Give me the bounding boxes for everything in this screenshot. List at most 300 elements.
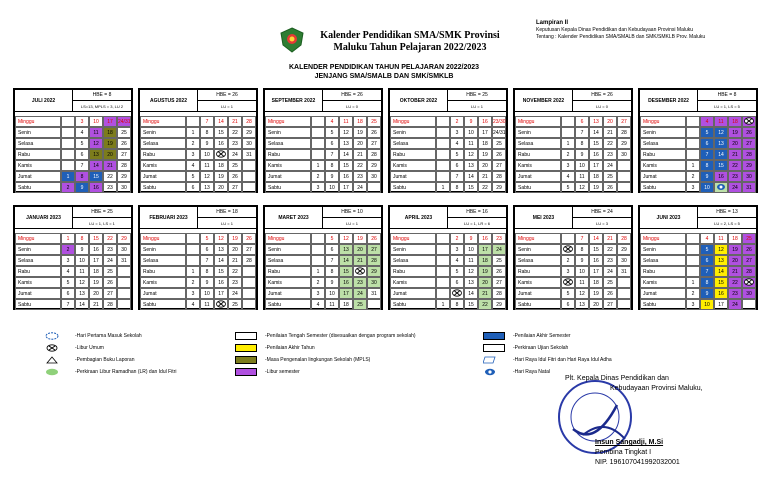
day-cell: 13	[464, 277, 478, 288]
day-cell: 25	[228, 160, 242, 171]
day-cell: 25	[603, 171, 617, 182]
day-cell: 5	[186, 171, 200, 182]
day-cell: 22	[103, 233, 117, 244]
day-cell: 22	[103, 171, 117, 182]
day-cell: 28	[367, 149, 381, 160]
day-cell: 10	[575, 160, 589, 171]
day-cell	[686, 255, 700, 266]
day-name: Jumat	[515, 288, 561, 299]
legend-dash: -	[265, 333, 267, 339]
day-cell: 3	[561, 160, 575, 171]
day-cell: 23	[603, 149, 617, 160]
day-cell: 8	[700, 160, 714, 171]
day-cell: 19	[478, 266, 492, 277]
holiday-icon	[355, 267, 365, 275]
month-header	[640, 90, 756, 112]
day-cell: 8	[700, 277, 714, 288]
day-cell	[436, 266, 450, 277]
day-cell: 7	[200, 116, 214, 127]
day-cell: 30	[742, 171, 756, 182]
legend-swatch	[235, 344, 257, 352]
hbe-count: HBE = 24	[573, 207, 631, 218]
hbe-count: HBE = 25	[448, 90, 506, 101]
day-cell: 19	[478, 149, 492, 160]
month-calendar	[13, 88, 133, 193]
day-name: Sabtu	[140, 182, 186, 193]
day-cell: 2	[561, 255, 575, 266]
day-cell: 9	[464, 116, 478, 127]
day-cell	[311, 244, 325, 255]
day-cell	[436, 127, 450, 138]
day-cell: 15	[89, 171, 103, 182]
day-cell	[117, 288, 131, 299]
week-row	[390, 266, 506, 277]
signature-block	[555, 372, 765, 487]
day-cell: 5	[450, 266, 464, 277]
day-name: Rabu	[515, 266, 561, 277]
day-name: Kamis	[515, 277, 561, 288]
day-cell: 12	[339, 127, 353, 138]
day-cell: 14	[214, 255, 228, 266]
day-cell: 10	[89, 116, 103, 127]
day-cell: 8	[200, 266, 214, 277]
day-cell: 2	[561, 149, 575, 160]
day-cell: 5	[700, 244, 714, 255]
week-row	[640, 233, 756, 244]
day-name: Jumat	[515, 171, 561, 182]
day-cell: 29	[367, 160, 381, 171]
day-cell: 15	[214, 266, 228, 277]
week-row	[390, 233, 506, 244]
day-cell: 14	[339, 149, 353, 160]
month-name: FEBRUARI 2023	[140, 207, 198, 229]
day-cell	[686, 127, 700, 138]
day-cell: 20	[728, 255, 742, 266]
day-cell: 27	[117, 149, 131, 160]
day-cell: 9	[200, 277, 214, 288]
legend-item	[45, 342, 176, 354]
day-cell: 21	[478, 171, 492, 182]
day-cell: 7	[700, 149, 714, 160]
day-cell: 3	[61, 255, 75, 266]
day-cell: 27	[603, 299, 617, 310]
day-grid	[390, 233, 506, 310]
day-cell: 25	[117, 127, 131, 138]
day-cell	[214, 149, 228, 160]
day-cell	[117, 299, 131, 310]
day-cell: 21	[353, 255, 367, 266]
day-cell: 14	[89, 160, 103, 171]
report-icon	[45, 356, 67, 364]
day-cell: 7	[450, 171, 464, 182]
day-cell: 31	[367, 288, 381, 299]
week-row	[265, 149, 381, 160]
day-cell	[686, 266, 700, 277]
day-cell: 12	[214, 233, 228, 244]
day-cell: 16	[214, 138, 228, 149]
legend-swatch	[235, 332, 257, 340]
day-cell: 13	[714, 138, 728, 149]
day-cell: 20	[589, 299, 603, 310]
day-cell: 11	[200, 299, 214, 310]
hbe-count: HBE = 26	[573, 90, 631, 101]
day-cell	[617, 288, 631, 299]
day-cell: 27	[242, 244, 256, 255]
week-row	[265, 233, 381, 244]
day-cell: 10	[200, 149, 214, 160]
week-row	[140, 277, 256, 288]
week-row	[140, 116, 256, 127]
day-cell: 18	[214, 160, 228, 171]
header	[0, 0, 768, 90]
day-cell: 22	[603, 138, 617, 149]
day-cell	[561, 127, 575, 138]
week-row	[390, 160, 506, 171]
day-cell: 9	[575, 149, 589, 160]
day-cell: 15	[714, 277, 728, 288]
day-cell: 23/30	[492, 116, 506, 127]
day-cell: 26	[103, 277, 117, 288]
day-cell	[311, 116, 325, 127]
day-name: Jumat	[140, 288, 186, 299]
day-cell: 4	[325, 116, 339, 127]
legend-item	[483, 330, 612, 342]
day-cell: 9	[75, 244, 89, 255]
day-cell: 5	[61, 277, 75, 288]
day-cell: 23	[103, 182, 117, 193]
day-cell	[186, 255, 200, 266]
day-cell: 1	[686, 160, 700, 171]
day-cell: 7	[700, 266, 714, 277]
holiday-count: LS=13, MPLS = 3, LU 2	[80, 104, 124, 109]
day-cell: 3	[186, 149, 200, 160]
day-cell: 21	[89, 299, 103, 310]
week-row	[390, 116, 506, 127]
legend-label: Hari Pertama Masuk Sekolah	[76, 333, 142, 339]
day-cell: 8	[575, 244, 589, 255]
legend-swatch	[235, 368, 257, 376]
day-cell	[242, 171, 256, 182]
week-row	[140, 127, 256, 138]
day-cell: 10	[464, 127, 478, 138]
legend-item	[235, 366, 416, 378]
day-cell: 6	[575, 116, 589, 127]
day-cell	[242, 288, 256, 299]
day-cell: 4	[450, 138, 464, 149]
legend-label: Libur semester	[266, 369, 300, 375]
day-cell: 24	[353, 182, 367, 193]
day-cell: 18	[728, 233, 742, 244]
day-cell	[117, 266, 131, 277]
day-cell: 29	[492, 299, 506, 310]
day-cell	[436, 255, 450, 266]
day-name: Sabtu	[515, 299, 561, 310]
day-cell: 5	[450, 149, 464, 160]
day-cell: 3	[311, 182, 325, 193]
day-cell: 21	[478, 288, 492, 299]
day-cell: 16	[214, 277, 228, 288]
day-cell: 30	[242, 138, 256, 149]
day-cell: 7	[575, 127, 589, 138]
month-calendar	[513, 205, 633, 310]
day-cell: 27	[492, 160, 506, 171]
day-cell: 15	[339, 160, 353, 171]
day-cell: 6	[450, 160, 464, 171]
day-cell: 2	[311, 171, 325, 182]
week-row	[515, 160, 631, 171]
month-calendar	[263, 88, 383, 193]
day-name: Selasa	[390, 138, 436, 149]
day-cell: 14	[464, 288, 478, 299]
holiday-count: LU = 3	[596, 221, 608, 226]
day-cell	[186, 233, 200, 244]
day-cell: 25	[103, 266, 117, 277]
eid-icon	[716, 183, 726, 191]
legend-dash: -	[513, 333, 515, 339]
hbe-count: HBE = 13	[698, 207, 756, 218]
day-name: Minggu	[15, 116, 61, 127]
day-name: Selasa	[15, 138, 61, 149]
day-cell	[436, 138, 450, 149]
day-cell: 6	[200, 244, 214, 255]
legend-label: Hari Raya Natal	[514, 369, 550, 375]
day-cell: 11	[714, 116, 728, 127]
day-cell: 28	[367, 255, 381, 266]
day-cell: 13	[339, 138, 353, 149]
day-cell: 5	[325, 233, 339, 244]
hbe-count: HBE = 10	[323, 207, 381, 218]
day-cell: 30	[117, 182, 131, 193]
day-cell: 2	[186, 138, 200, 149]
day-cell	[686, 116, 700, 127]
month-name: MARET 2023	[265, 207, 323, 229]
day-cell: 12	[200, 171, 214, 182]
day-name: Senin	[140, 244, 186, 255]
day-name: Jumat	[390, 288, 436, 299]
month-name: JANUARI 2023	[15, 207, 73, 229]
month-header	[140, 207, 256, 229]
day-name: Jumat	[640, 288, 686, 299]
legend-item	[45, 330, 176, 342]
day-name: Jumat	[265, 288, 311, 299]
day-cell: 1	[436, 182, 450, 193]
day-cell: 6	[75, 149, 89, 160]
day-cell	[561, 244, 575, 255]
day-cell: 20	[89, 288, 103, 299]
day-cell: 2	[686, 171, 700, 182]
day-cell: 27	[367, 138, 381, 149]
day-cell	[436, 171, 450, 182]
day-cell	[686, 244, 700, 255]
day-cell: 11	[464, 255, 478, 266]
holiday-icon	[563, 278, 573, 286]
day-cell	[436, 149, 450, 160]
hbe-count: HBE = 8	[73, 90, 131, 101]
day-name: Sabtu	[140, 299, 186, 310]
legend-label: Pembagian Buku Laporan	[76, 357, 135, 363]
week-row	[140, 244, 256, 255]
day-cell	[214, 299, 228, 310]
day-cell: 6	[700, 255, 714, 266]
day-cell: 17	[589, 266, 603, 277]
day-cell: 27	[103, 288, 117, 299]
month-calendar	[638, 205, 758, 310]
day-cell: 31	[742, 182, 756, 193]
day-cell: 6	[325, 244, 339, 255]
day-name: Senin	[390, 244, 436, 255]
day-cell: 20	[214, 182, 228, 193]
week-row	[640, 160, 756, 171]
day-name: Rabu	[390, 149, 436, 160]
day-name: Senin	[265, 127, 311, 138]
week-row	[265, 299, 381, 310]
legend-swatch	[235, 356, 257, 364]
day-name: Selasa	[390, 255, 436, 266]
day-cell: 2	[686, 288, 700, 299]
day-cell: 16	[714, 171, 728, 182]
day-name: Kamis	[265, 160, 311, 171]
day-cell: 12	[464, 149, 478, 160]
day-cell: 28	[742, 149, 756, 160]
day-cell: 27	[742, 138, 756, 149]
legend-label: Perkiraan Libur Ramadhan (LR) dan Idul Fitri	[76, 369, 177, 375]
legend-column-2	[235, 330, 416, 378]
day-cell: 1	[61, 171, 75, 182]
day-cell: 23	[728, 288, 742, 299]
day-cell: 26	[603, 182, 617, 193]
day-name: Senin	[265, 244, 311, 255]
day-cell	[242, 182, 256, 193]
day-cell: 10	[325, 182, 339, 193]
day-cell: 20	[353, 244, 367, 255]
week-row	[390, 277, 506, 288]
day-cell: 25	[742, 233, 756, 244]
day-cell: 23	[492, 233, 506, 244]
day-cell: 26	[228, 171, 242, 182]
day-name: Selasa	[265, 138, 311, 149]
day-cell: 20	[228, 244, 242, 255]
week-row	[640, 266, 756, 277]
day-cell	[61, 116, 75, 127]
legend-label: Hari Raya Idul Fitri dan Hari Raya Idul Adha	[514, 357, 612, 363]
day-cell: 15	[464, 182, 478, 193]
day-cell: 14	[339, 255, 353, 266]
day-cell: 26	[367, 233, 381, 244]
day-name: Senin	[640, 244, 686, 255]
holiday-count: LU = 1, LR = 6	[463, 221, 490, 226]
day-name: Selasa	[140, 138, 186, 149]
day-cell: 1	[186, 266, 200, 277]
month-calendar	[138, 205, 258, 310]
lampiran-block: Lampiran II Keputusan Kepala Dinas Pendidikan dan Kebudayaan Provinsi Maluku Tentang : Kalender Pendidikan SMA/SMALB dan SMK/SMKLB Prov. Maluku	[536, 20, 706, 40]
day-cell: 4	[61, 266, 75, 277]
month-header	[640, 207, 756, 229]
holiday-count: LU = 1	[346, 221, 358, 226]
day-cell: 21	[103, 160, 117, 171]
day-cell: 19	[589, 182, 603, 193]
month-name: JUNI 2023	[640, 207, 698, 229]
month-header	[390, 90, 506, 112]
day-cell: 11	[575, 277, 589, 288]
first-day-icon	[45, 332, 67, 340]
day-cell: 11	[325, 299, 339, 310]
week-row	[390, 149, 506, 160]
day-cell: 12	[89, 138, 103, 149]
day-cell: 1	[686, 277, 700, 288]
day-cell: 29	[617, 244, 631, 255]
day-cell	[61, 127, 75, 138]
day-cell: 3	[311, 288, 325, 299]
week-row	[140, 149, 256, 160]
day-name: Rabu	[140, 149, 186, 160]
day-cell: 22	[478, 182, 492, 193]
day-name: Kamis	[390, 277, 436, 288]
day-cell: 9	[325, 277, 339, 288]
day-cell: 14	[75, 299, 89, 310]
day-cell	[311, 255, 325, 266]
day-cell: 25	[367, 116, 381, 127]
day-cell: 29	[617, 138, 631, 149]
day-cell: 8	[75, 171, 89, 182]
day-cell: 1	[561, 138, 575, 149]
day-cell	[311, 149, 325, 160]
week-row	[15, 266, 131, 277]
day-cell: 10	[700, 182, 714, 193]
day-cell: 30	[742, 288, 756, 299]
day-cell	[617, 299, 631, 310]
day-cell: 19	[353, 233, 367, 244]
signer-rank: Pembina Tingkat I	[595, 449, 652, 456]
week-row	[15, 244, 131, 255]
day-cell: 15	[339, 266, 353, 277]
day-cell: 12	[575, 182, 589, 193]
day-cell: 23	[228, 138, 242, 149]
day-cell: 3	[686, 182, 700, 193]
legend-column-3	[483, 330, 612, 378]
day-cell: 26	[742, 127, 756, 138]
day-cell: 19	[103, 138, 117, 149]
day-cell: 7	[575, 233, 589, 244]
day-cell	[617, 182, 631, 193]
day-cell: 19	[589, 288, 603, 299]
day-cell: 23	[353, 277, 367, 288]
day-cell: 11	[89, 127, 103, 138]
day-cell	[242, 160, 256, 171]
day-cell: 17	[339, 288, 353, 299]
legend-swatch	[483, 332, 505, 340]
day-cell: 16	[478, 233, 492, 244]
day-name: Kamis	[15, 277, 61, 288]
week-row	[15, 138, 131, 149]
day-cell	[242, 299, 256, 310]
day-cell: 28	[242, 116, 256, 127]
day-cell: 5	[75, 138, 89, 149]
day-cell: 18	[103, 127, 117, 138]
day-cell: 21	[603, 233, 617, 244]
day-cell: 6	[186, 182, 200, 193]
day-cell	[617, 277, 631, 288]
week-row	[15, 149, 131, 160]
week-row	[390, 138, 506, 149]
day-cell: 27	[367, 244, 381, 255]
day-cell: 17	[714, 299, 728, 310]
day-name: Senin	[140, 127, 186, 138]
day-name: Senin	[515, 127, 561, 138]
day-cell	[311, 127, 325, 138]
week-row	[515, 244, 631, 255]
day-cell	[186, 244, 200, 255]
day-cell: 21	[728, 149, 742, 160]
